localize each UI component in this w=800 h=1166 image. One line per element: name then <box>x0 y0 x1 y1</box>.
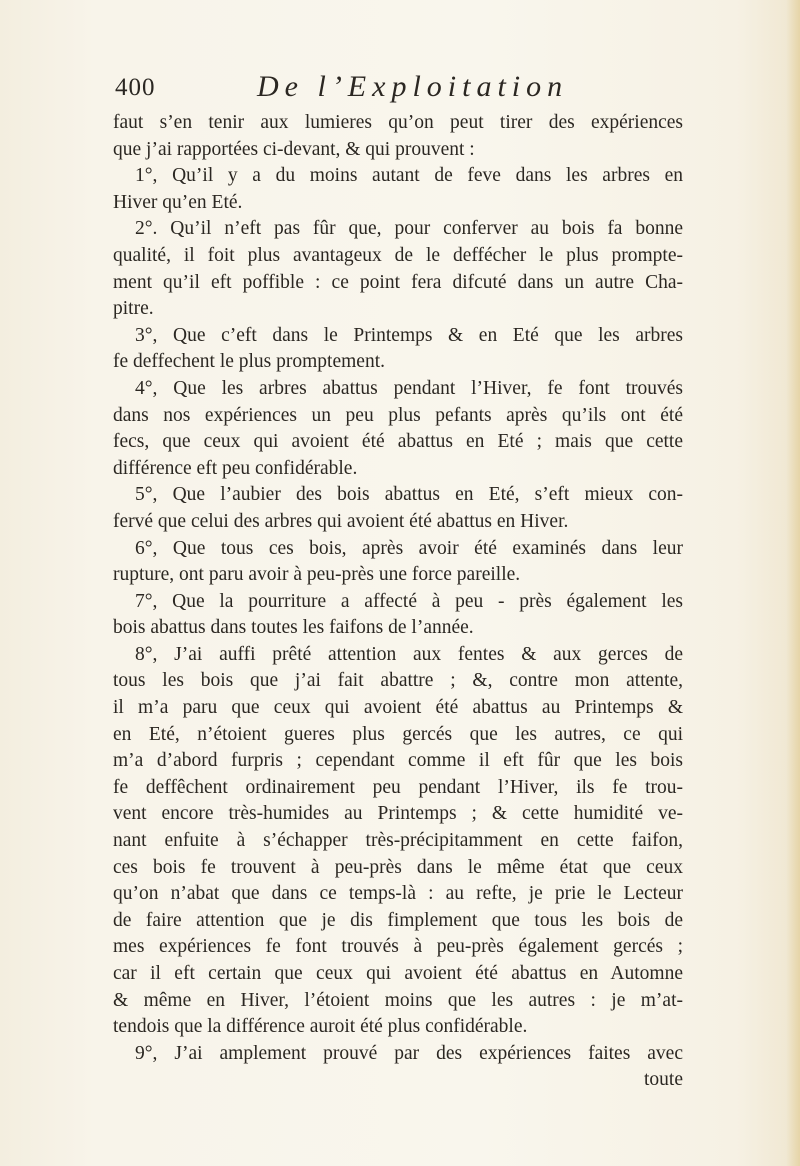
text-line: 2°. Qu’il n’eft pas fûr que, pour conferver au bois fa bonne <box>135 218 683 240</box>
text-line: bois abattus dans toutes les faifons de l’année. <box>113 617 474 639</box>
text-line: différence eft peu confidérable. <box>113 457 358 479</box>
text-line: tendois que la différence auroit été plus confidérable. <box>113 1016 528 1038</box>
text-line: il m’a paru que ceux qui avoient été abattus au Printemps & <box>113 697 683 719</box>
text-line: 3°, Que c’eft dans le Printemps & en Eté que les arbres <box>135 324 683 346</box>
text-line: en Eté, n’étoient gueres plus gercés que les autres, ce qui <box>113 723 683 745</box>
text-line: 6°, Que tous ces bois, après avoir été examinés dans leur <box>135 537 683 559</box>
page-header <box>115 62 675 102</box>
body-text <box>113 110 683 1094</box>
text-line: Hiver qu’en Eté. <box>113 191 243 213</box>
page-number: 400 <box>115 74 156 101</box>
text-line: fecs, que ceux qui avoient été abattus en Eté ; mais que cette <box>113 431 683 453</box>
text-line: fervé que celui des arbres qui avoient été abattus en Hiver. <box>113 510 569 532</box>
text-line: que j’ai rapportées ci-devant, & qui prouvent : <box>113 138 475 160</box>
text-line: 4°, Que les arbres abattus pendant l’Hiver, fe font trouvés <box>135 377 683 399</box>
text-line: 1°, Qu’il y a du moins autant de feve dans les arbres en <box>135 165 683 187</box>
text-line: vent encore très-humides au Printemps ; & cette humidité ve- <box>113 803 683 825</box>
text-line: 5°, Que l’aubier des bois abattus en Eté, s’eft mieux con- <box>135 484 683 506</box>
running-title: De l’Exploitation <box>257 70 569 103</box>
text-line: ces bois fe trouvent à peu-près dans le même état que ceux <box>113 856 683 878</box>
text-line: dans nos expériences un peu plus pefants après qu’ils ont été <box>113 404 683 426</box>
text-line: de faire attention que je dis fimplement que tous les bois de <box>113 909 683 931</box>
text-line: car il eft certain que ceux qui avoient été abattus en Automne <box>113 963 683 984</box>
text-line: ment qu’il eft poffible : ce point fera difcuté dans un autre Cha- <box>113 271 683 293</box>
page-edge-shadow <box>786 0 800 1166</box>
text-line: faut s’en tenir aux lumieres qu’on peut tirer des expériences <box>113 112 683 133</box>
text-line: fe deffechent le plus promptement. <box>113 351 386 373</box>
text-line: rupture, ont paru avoir à peu-près une force pareille. <box>113 564 521 586</box>
text-line: 8°, J’ai auffi prêté attention aux fentes & aux gerces de <box>135 643 683 665</box>
text-line: fe deffêchent ordinairement peu pendant l’Hiver, ils fe trou- <box>113 776 683 798</box>
catchword: toute <box>644 1069 683 1091</box>
text-line: pitre. <box>113 298 154 320</box>
text-line: nant enfuite à s’échapper très-précipitamment en cette faifon, <box>113 830 683 852</box>
text-line: 7°, Que la pourriture a affecté à peu - près également les <box>135 590 683 612</box>
text-line: m’a d’abord furpris ; cependant comme il eft fûr que les bois <box>113 750 683 772</box>
text-line: mes expériences fe font trouvés à peu-près également gercés ; <box>113 936 683 958</box>
text-line: & même en Hiver, l’étoient moins que les autres : je m’at- <box>113 989 683 1011</box>
text-line: qu’on n’abat que dans ce temps-là : au refte, je prie le Lecteur <box>113 883 683 905</box>
text-line: qualité, il foit plus avantageux de le deffécher le plus prompte- <box>113 244 683 266</box>
text-line: 9°, J’ai amplement prouvé par des expériences faites avec <box>135 1042 683 1064</box>
text-line: tous les bois que j’ai fait abattre ; &, contre mon attente, <box>113 670 683 692</box>
